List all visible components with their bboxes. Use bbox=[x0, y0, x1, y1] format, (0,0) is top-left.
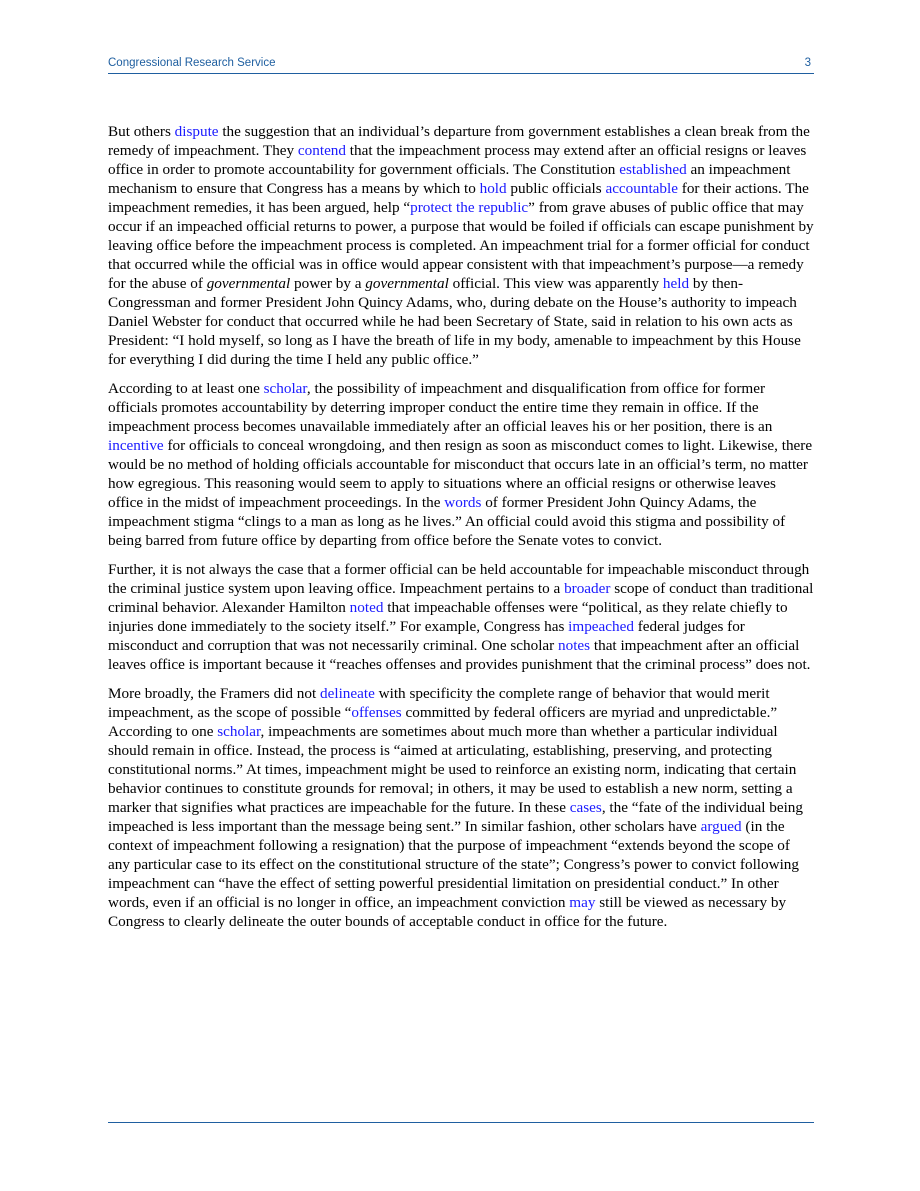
link-held[interactable]: held bbox=[662, 275, 690, 292]
footer-rule bbox=[108, 1122, 814, 1123]
link-may[interactable]: may bbox=[569, 894, 596, 911]
link-notes[interactable]: notes bbox=[558, 637, 591, 654]
link-noted[interactable]: noted bbox=[349, 599, 384, 616]
link-hold[interactable]: hold bbox=[479, 180, 507, 197]
link-argued[interactable]: argued bbox=[700, 818, 742, 835]
link-contend[interactable]: contend bbox=[297, 142, 346, 159]
link-offenses[interactable]: offenses bbox=[351, 704, 402, 721]
link-accountable[interactable]: accountable bbox=[605, 180, 678, 197]
page-number: 3 bbox=[804, 57, 811, 69]
link-established[interactable]: established bbox=[619, 161, 687, 178]
link-incentive[interactable]: incentive bbox=[108, 437, 164, 454]
link-dispute[interactable]: dispute bbox=[174, 123, 219, 140]
paragraph-2: According to at least one scholar, the possibility of impeachment and disqualification from office for former officials promotes accountability by deterring improper conduct the entire time they remain in office. If the impeachment process becomes unavailable immediately after an official leaves his or her position, there is an incentive for officials to conceal wrongdoing, and then resign as soon as misconduct comes to light. Likewise, there would be no method of holding officials accountable for misconduct that occurs late in an official’s term, no matter how egregious. This reasoning would seem to apply to situations where an official resigns or otherwise leaves office in the midst of impeachment proceedings. In the words of former President John Quincy Adams, the impeachment stigma “clings to a man as long as he lives.” An official could avoid this stigma and possibility of being barred from future office by departing from office before the Senate votes to convict. bbox=[108, 380, 813, 549]
link-protect-the-republic[interactable]: protect the republic bbox=[410, 199, 529, 216]
link-impeached[interactable]: impeached bbox=[568, 618, 634, 635]
link-delineate[interactable]: delineate bbox=[320, 685, 375, 702]
page-header bbox=[108, 57, 814, 69]
paragraph-3: Further, it is not always the case that a former official can be held accountable for impeachable misconduct through the criminal justice system upon leaving office. Impeachment pertains to a broader scope of conduct than traditional criminal behavior. Alexander Hamilton noted that impeachable offenses were “political, as they relate chiefly to injuries done immediately to the society itself.” For example, Congress has impeached federal judges for misconduct and corruption that was not necessarily criminal. One scholar notes that impeachment after an official leaves office is important because it “reaches offenses and provides punishment that the criminal process” does not. bbox=[108, 561, 814, 673]
paragraph-1: But others dispute the suggestion that an individual’s departure from government establishes a clean break from the remedy of impeachment. They contend that the impeachment process may extend after an official resigns or leaves office in order to promote accountability for government officials. The Constitution established an impeachment mechanism to ensure that Congress has a means by which to hold public officials accountable for their actions. The impeachment remedies, it has been argued, help “protect the republic” from grave abuses of public office that may occur if an impeached official returns to power, a purpose that would be foiled if officials can escape punishment by leaving office before the impeachment process is completed. An impeachment trial for a former official for conduct that occurred while the official was in office would appear consistent with that impeachment’s purpose—a remedy for the abuse of governmental power by a governmental official. This view was apparently held by then-Congressman and former President John Quincy Adams, who, during debate on the House’s authority to impeach Daniel Webster for conduct that occurred while he had been Secretary of State, said in relation to his own acts as President: “I hold myself, so long as I have the breath of life in my body, amenable to impeachment by this House for everything I did during the time I held any public office.” bbox=[108, 123, 814, 368]
link-scholar-2[interactable]: scholar bbox=[217, 723, 261, 740]
link-broader[interactable]: broader bbox=[564, 580, 611, 597]
header-org: Congressional Research Service bbox=[108, 57, 276, 69]
link-cases[interactable]: cases bbox=[569, 799, 602, 816]
paragraph-4: More broadly, the Framers did not delineate with specificity the complete range of behavior that would merit impeachment, as the scope of possible “offenses committed by federal officers are myriad and unpredictable.” According to one scholar, impeachments are sometimes about much more than whether a particular individual should remain in office. Instead, the process is “aimed at articulating, establishing, preserving, and protecting constitutional norms.” At times, impeachment might be used to reinforce an existing norm, indicating that certain behavior continues to constitute grounds for removal; in others, it may be used to establish a new norm, setting a marker that signifies what practices are impeachable for the future. In these cases, the “fate of the individual being impeached is less important than the message being sent.” In similar fashion, other scholars have argued (in the context of impeachment following a resignation) that the purpose of impeachment “extends beyond the scope of any particular case to its effect on the constitutional structure of the state”; Congress’s power to convict following impeachment can “have the effect of setting powerful presidential limitation on presidential conduct.” In other words, even if an official is no longer in office, an impeachment conviction may still be viewed as necessary by Congress to clearly delineate the outer bounds of acceptable conduct in office for the future. bbox=[108, 685, 803, 930]
link-scholar[interactable]: scholar bbox=[263, 380, 307, 397]
link-words[interactable]: words bbox=[444, 494, 482, 511]
header-rule bbox=[108, 73, 814, 74]
document-body bbox=[108, 122, 814, 941]
